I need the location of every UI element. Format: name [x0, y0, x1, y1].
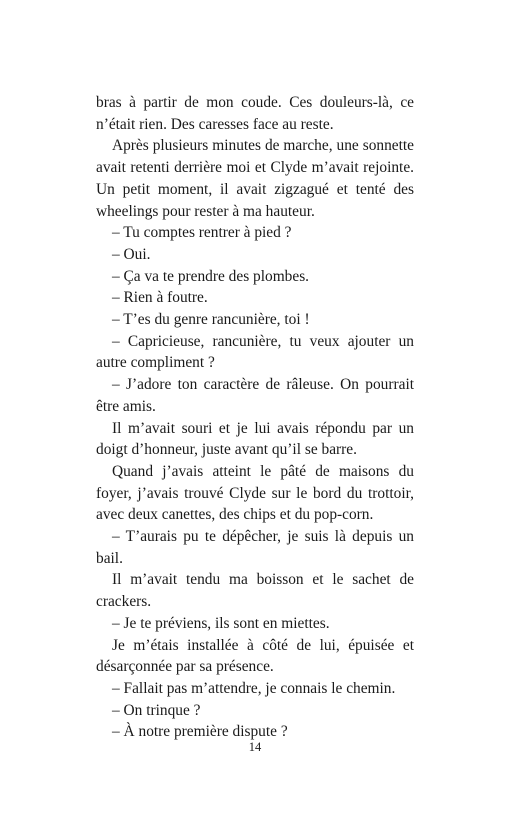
- dialogue-line: – On trinque ?: [112, 701, 201, 719]
- dialogue-line: – J’adore ton caractère de râleuse. On pourrait être amis.: [96, 376, 414, 415]
- paragraph: Il m’avait souri et je lui avais répondu par un doigt d’honneur, juste avant qu’il se barre.: [96, 419, 414, 459]
- paragraph: bras à partir de mon coude. Ces douleurs-là, ce n’était rien. Des caresses face au reste.: [96, 94, 414, 133]
- paragraph: Je m’étais installée à côté de lui, épuisée et désarçonnée par sa présence.: [96, 636, 414, 676]
- dialogue-line: – Tu comptes rentrer à pied ?: [112, 224, 292, 242]
- dialogue-line: – Oui.: [112, 245, 151, 263]
- page-number: 14: [248, 740, 262, 754]
- dialogue-line: – Capricieuse, rancunière, tu veux ajouter un autre compliment ?: [96, 332, 414, 372]
- dialogue-line: – T’es du genre rancunière, toi !: [112, 311, 310, 329]
- body-text: [96, 92, 414, 743]
- paragraph: Quand j’avais atteint le pâté de maisons du foyer, j’avais trouvé Clyde sur le bord du trottoir, avec deux canettes, des chips et du pop-corn.: [96, 462, 414, 524]
- dialogue-line: – À notre première dispute ?: [112, 723, 288, 741]
- paragraph: Après plusieurs minutes de marche, une sonnette avait retenti derrière moi et Clyde m’avait rejointe. Un petit moment, il avait zigzagué et tenté des wheelings pour rester à ma hauteur.: [96, 137, 414, 220]
- dialogue-line: – Fallait pas m’attendre, je connais le chemin.: [112, 679, 396, 697]
- dialogue-line: – Rien à foutre.: [112, 289, 208, 307]
- paragraph: Il m’avait tendu ma boisson et le sachet de crackers.: [96, 571, 414, 611]
- dialogue-line: – Ça va te prendre des plombes.: [112, 267, 310, 285]
- dialogue-line: – T’aurais pu te dépêcher, je suis là depuis un bail.: [96, 528, 414, 567]
- dialogue-line: – Je te préviens, ils sont en miettes.: [112, 614, 330, 632]
